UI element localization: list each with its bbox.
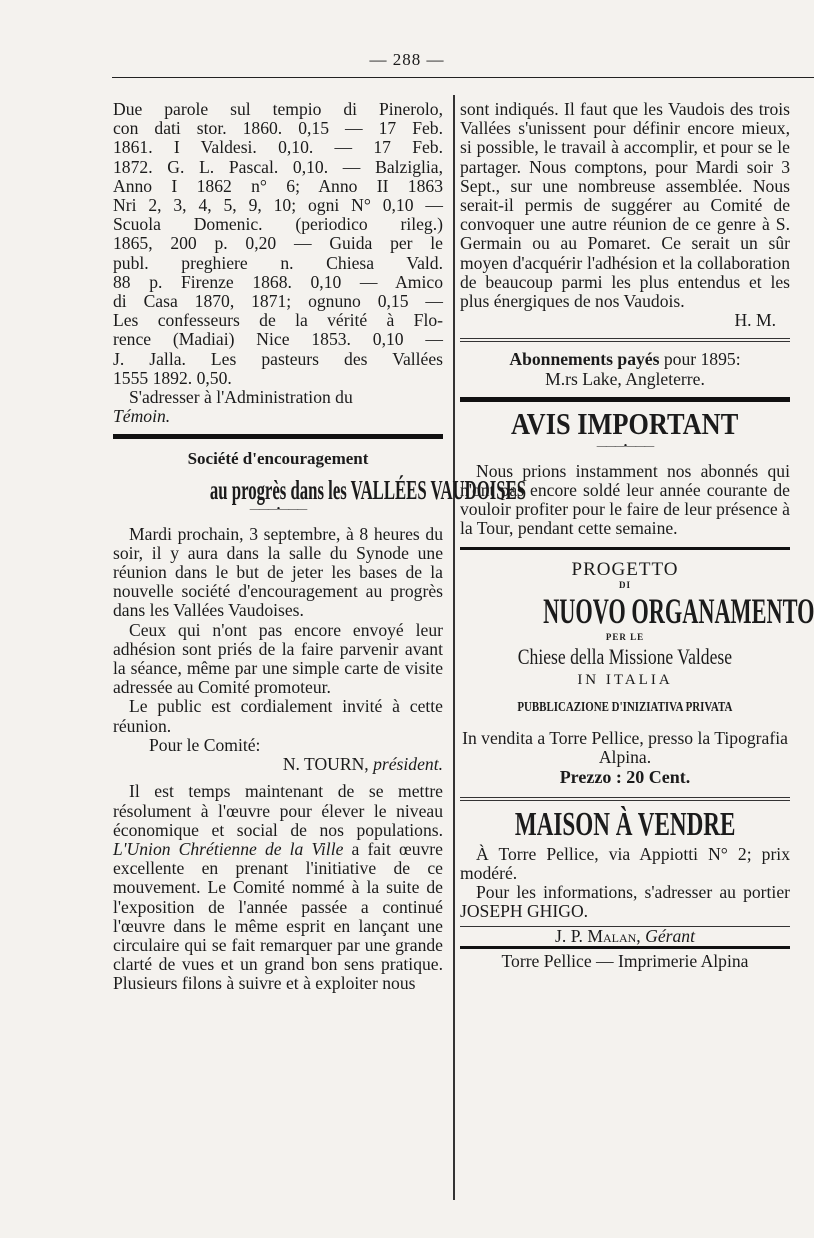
signature-role: président. (373, 754, 443, 775)
vendita: In vendita a Torre Pellice, presso la Tipografia Alpina. (462, 728, 788, 768)
progetto: PROGETTO (571, 558, 679, 580)
header-rule (112, 77, 814, 78)
book-list-line: Nri 2, 3, 4, 5, 9, 10; ogni N° 0,10 — (113, 195, 443, 216)
prezzo: Prezzo : 20 Cent. (559, 766, 691, 787)
column-divider (453, 95, 455, 1200)
initials: H. M. (734, 310, 776, 331)
society-title: Société d'encouragement (187, 449, 369, 469)
book-list-line: di Casa 1870, 1871; ognuno 0,15 — (113, 291, 443, 312)
book-list-line: con dati stor. 1860. 0,15 — 17 Feb. (113, 118, 443, 139)
union-chretienne: L'Union Chrétienne de la Ville (113, 838, 344, 859)
admin-temoin: Témoin. (113, 406, 171, 427)
abonnements-label: Abonnements payés (509, 349, 660, 370)
book-list-line: 1861. I Valdesi. 0,10. — 17 Feb. (113, 137, 443, 158)
admin-line: S'adresser à l'Administration du (129, 387, 353, 408)
maison-address: À Torre Pellice, via Appiotti N° 2; prix modéré. (460, 843, 790, 884)
book-list-line: 1865, 200 p. 0,20 — Guida per le (113, 233, 443, 254)
book-list-line: Les confesseurs de la vérité à Flo- (113, 310, 443, 331)
page-number: — 288 — (369, 50, 445, 69)
right-column (460, 99, 814, 971)
maison-title: MAISON À VENDRE (514, 805, 736, 843)
signature (113, 755, 443, 774)
gerant-line (460, 927, 790, 946)
avis-title: AVIS IMPORTANT (511, 405, 739, 441)
society-subtitle: au progrès dans les VALLÉES VAUDOISES (209, 474, 527, 505)
book-list (113, 100, 443, 388)
nuovo-organamento: NUOVO ORGANAMENTO (543, 590, 814, 631)
in-italia: IN ITALIA (577, 671, 673, 688)
book-list-line: Scuola Domenic. (periodico rileg.) (113, 214, 443, 235)
ornament-divider: ———•——— (249, 503, 307, 515)
members-paragraph: Ceux qui n'ont pas encore envoyé leur adhésion sont priés de la faire parvenir avant la séance, même par une simple carte de visite adressée au Comité promoteur. (113, 619, 443, 698)
gerant-name: J. P. Malan, (555, 925, 641, 946)
public-paragraph: Le public est cordialement invité à cette réunion. (113, 696, 443, 736)
book-list-line: J. Jalla. Les pasteurs des Vallées (113, 348, 443, 369)
pubblicazione: PUBBLICAZIONE D'INIZIATIVA PRIVATA (517, 700, 733, 716)
per-le-label: PER LE (605, 631, 645, 642)
book-list-line: 1872. G. L. Pascal. 0,10. — Balziglia, (113, 156, 443, 177)
union-paragraph: Il est temps maintenant de se mettre résolument à l'œuvre pour élever le niveau économique et social de nos populations. L'Union Chrétienne de la Ville a fait œuvre excellente en prenant l'initiative de ce mouvement. Le Comité nommé à la suite de l'exposition de l'année passée a continué l'œuvre dans le même esprit en lançant une circulaire qui se fait remarquer par une grande clarté de vues et un grand bon sens pratique. Plusieurs filons à suivre et à exploiter nous (113, 781, 443, 994)
continuation-paragraph: sont indiqués. Il faut que les Vaudois des trois Vallées s'unissent pour définir encore mieux, si possible, le travail à accomplir, et pour se le partager. Nous comptons, pour Mardi soir 3 Sept., sur une nombreuse assemblée. Nous serait-il permis de suggérer au Comité de convoquer une autre réunion de ce genre à S. Germain ou au Pomaret. Ce serait un sûr moyen d'acquérir l'adhésion et la collaboration de beaucoup parmi les plus entendus et les plus énergiques de nos Vaudois. (460, 99, 790, 312)
book-list-line: rence (Madiai) Nice 1853. 0,10 — (113, 329, 443, 350)
gerant-role: Gérant (645, 925, 695, 946)
imprimerie: Torre Pellice — Imprimerie Alpina (501, 950, 749, 971)
signature-name: N. TOURN, (282, 754, 369, 775)
maison-info: Pour les informations, s'adresser au portier JOSEPH GHIGO. (460, 882, 790, 922)
book-list-line: Anno I 1862 n° 6; Anno II 1863 (113, 175, 443, 196)
book-list-line: 88 p. Firenze 1868. 0,10 — Amico (113, 271, 443, 292)
di-label: DI (618, 579, 631, 590)
book-list-line: publ. preghiere n. Chiesa Vald. (113, 252, 443, 273)
ornament-divider-2: ———•——— (596, 440, 654, 452)
left-column (113, 99, 527, 994)
book-list-line: Due parole sul tempio di Pinerolo, (113, 99, 443, 119)
abonnements-names: M.rs Lake, Angleterre. (545, 368, 705, 389)
abonnements-line: Abonnements payés pour 1895: (509, 349, 741, 370)
avis-paragraph: Nous prions instamment nos abonnés qui n'ont pas encore soldé leur année courante de vouloir profiter pour le faire de leur présence à la Tour, pendant cette semaine. (460, 460, 790, 539)
pour-comite: Pour le Comité: (149, 734, 261, 755)
book-list-line: 1555 1892. 0,50. (113, 367, 232, 388)
chiese-title: Chiese della Missione Valdese (517, 643, 733, 669)
meeting-paragraph: Mardi prochain, 3 septembre, à 8 heures du soir, il y aura dans la salle du Synode une réunion dans le but de jeter les bases de la nouvelle société d'encouragement au progrès dans les Vallées Vaudoises. (113, 523, 443, 621)
